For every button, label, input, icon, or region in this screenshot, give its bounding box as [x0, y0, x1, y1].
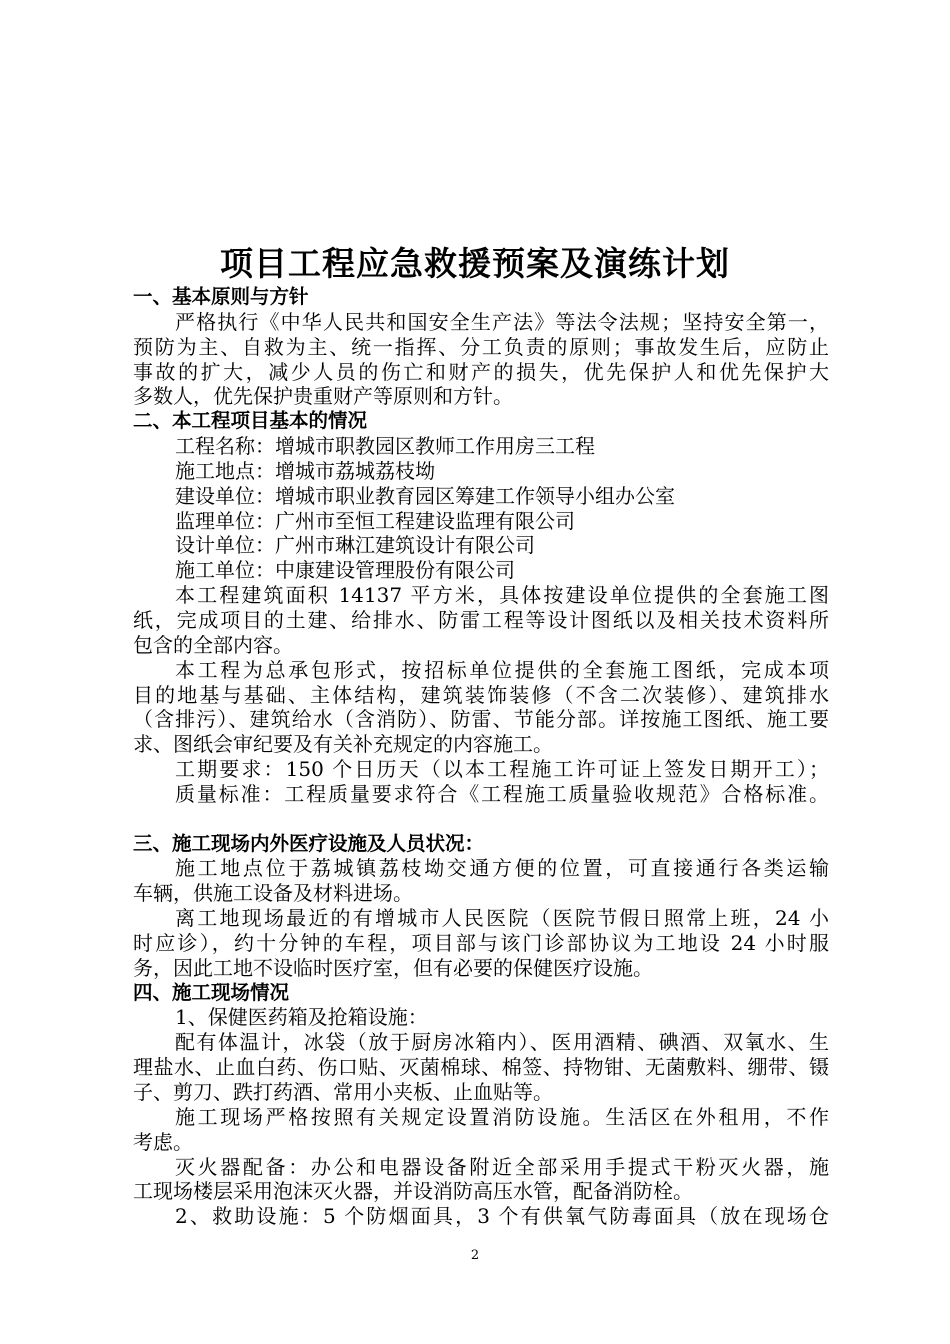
text-line: 施工地点：增城市荔城荔枝坳	[175, 458, 435, 483]
text-line: 工现场楼层采用泡沫灭火器，并设消防高压水管，配备消防栓。	[133, 1179, 693, 1204]
text-line: （含排污）、建筑给水（含消防）、防雷、节能分部。详按施工图纸、施工要	[133, 707, 829, 732]
text-line: 施工地点位于荔城镇荔枝坳交通方便的位置，可直接通行各类运输	[175, 856, 829, 881]
text-line: 务，因此工地不设临时医疗室，但有必要的保健医疗设施。	[133, 955, 653, 980]
text-line: 考虑。	[133, 1129, 193, 1154]
text-line: 包含的全部内容。	[133, 632, 293, 657]
text-line: 建设单位：增城市职业教育园区筹建工作领导小组办公室	[175, 483, 675, 508]
text-line: 监理单位：广州市至恒工程建设监理有限公司	[175, 508, 575, 533]
document-body	[133, 285, 829, 1229]
text-line: 2、救助设施：5 个防烟面具，3 个有供氧气防毒面具（放在现场仓	[175, 1204, 829, 1229]
text-line: 车辆，供施工设备及材料进场。	[133, 881, 413, 906]
text-line: 事故的扩大，减少人员的伤亡和财产的损失，优先保护人和优先保护大	[133, 359, 829, 384]
text-line: 理盐水、止血白药、伤口贴、灭菌棉球、棉签、持物钳、无菌敷料、绷带、镊	[133, 1055, 829, 1080]
text-line: 目的地基与基础、主体结构，建筑装饰装修（不含二次装修）、建筑排水	[133, 682, 829, 707]
text-line: 工程名称：增城市职教园区教师工作用房三工程	[175, 434, 595, 459]
blank-line	[133, 807, 829, 832]
text-line: 纸，完成项目的土建、给排水、防雷工程等设计图纸以及相关技术资料所	[133, 607, 829, 632]
text-line: 质量标准：工程质量要求符合《工程施工质量验收规范》合格标准。	[175, 781, 829, 806]
text-line: 预防为主、自救为主、统一指挥、分工负责的原则；事故发生后，应防止	[133, 334, 829, 359]
page-number: 2	[470, 1248, 480, 1263]
text-line: 本工程为总承包形式，按招标单位提供的全套施工图纸，完成本项	[175, 657, 829, 682]
text-line: 求、图纸会审纪要及有关补充规定的内容施工。	[133, 732, 553, 757]
text-line: 离工地现场最近的有增城市人民医院（医院节假日照常上班，24 小	[175, 906, 829, 931]
text-line: 施工单位：中康建设管理股份有限公司	[175, 558, 515, 583]
text-line: 时应诊），约十分钟的车程，项目部与该门诊部协议为工地设 24 小时服	[133, 930, 829, 955]
text-line: 1、保健医药箱及抢箱设施：	[175, 1005, 428, 1030]
section-heading: 一、基本原则与方针	[133, 285, 309, 308]
section-heading: 三、施工现场内外医疗设施及人员状况：	[133, 831, 485, 855]
section-heading: 二、本工程项目基本的情况	[133, 409, 368, 433]
text-line: 工期要求：150 个日历天（以本工程施工许可证上签发日期开工）；	[175, 757, 829, 782]
text-line: 多数人，优先保护贵重财产等原则和方针。	[133, 384, 513, 409]
text-line: 灭火器配备：办公和电器设备附近全部采用手提式干粉灭火器，施	[175, 1154, 829, 1179]
text-line: 子、剪刀、跌打药酒、常用小夹板、止血贴等。	[133, 1080, 553, 1104]
text-line: 严格执行《中华人民共和国安全生产法》等法令法规；坚持安全第一，	[175, 309, 829, 334]
document-title: 项目工程应急救援预案及演练计划	[220, 244, 730, 283]
section-heading: 四、施工现场情况	[133, 980, 290, 1004]
text-line: 施工现场严格按照有关规定设置消防设施。生活区在外租用，不作	[175, 1104, 829, 1129]
text-line: 配有体温计，冰袋（放于厨房冰箱内）、医用酒精、碘酒、双氧水、生	[175, 1030, 829, 1055]
text-line: 本工程建筑面积 14137 平方米，具体按建设单位提供的全套施工图	[175, 583, 829, 608]
text-line: 设计单位：广州市琳江建筑设计有限公司	[175, 533, 535, 558]
